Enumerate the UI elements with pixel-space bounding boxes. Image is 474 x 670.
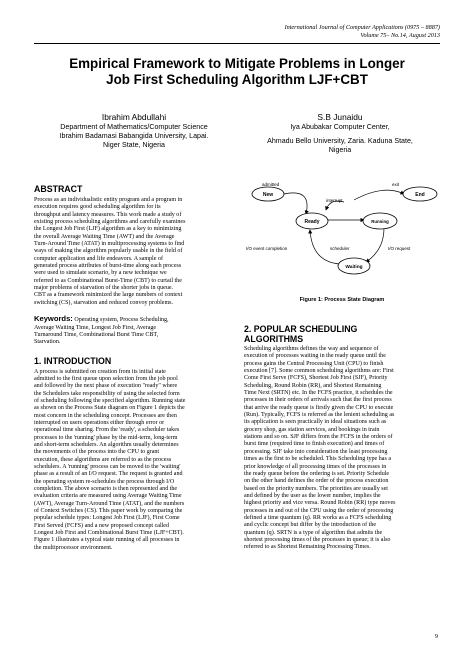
abstract-line: ways of making the algorithm popularly usable in the field of: [34, 248, 183, 255]
intro-line: A process is submitted on creation from its initial state: [34, 368, 166, 375]
abstract-line: the Longest Job First (LJF) algorithm as a key to minimizing: [34, 226, 182, 233]
intro-line: Figure 1 illustrates a typical state running of all processes in: [34, 537, 180, 544]
intro-line: and followed by the next phase of execution "ready" where: [34, 383, 178, 390]
exit-arrow: [354, 190, 404, 200]
abstract-line: throughput and latency measures. This work made a study of: [34, 211, 182, 218]
author-affiliation-line: Nigeria: [328, 146, 352, 154]
section2-line: referred to as Shortest Remaining Processing Times.: [244, 544, 371, 551]
section2-line: and cyclic concept but differ by the introduction of the: [244, 522, 377, 529]
author-block-2: [240, 112, 440, 155]
intro-line: as shown on the Process State diagram on Figure 1 depicts the: [34, 405, 185, 412]
edge-label: scheduler: [330, 246, 350, 251]
journal-volume: Volume 75– No.14, August 2013: [360, 32, 440, 39]
abstract-line: Process as an individualistic entity program and a program in: [34, 197, 183, 203]
edge-label: I/O event completion: [246, 246, 288, 251]
section2-line: processing. SJF take into consideration the least processing: [244, 448, 388, 455]
section2-line: that arrive the ready queue is firstly given the CPU to execute: [244, 404, 394, 411]
paper-title: [34, 56, 440, 88]
intro-line: most concern in the scheduling concept. Processes are then: [34, 412, 177, 419]
journal-name: International Journal of Computer Applications (0975 – 8887): [284, 24, 440, 31]
keywords-label: Keywords:: [34, 314, 73, 324]
intro-line: and short-term schedulers. An algorithm usually determines: [34, 441, 179, 448]
intro-line: execution, these algorithms are referred to as the process: [34, 456, 172, 463]
section2-line: processes in their orders of arrivals such that the first process: [244, 397, 392, 404]
intro-line: Longest Job First and Combinational Burst Time (LJF+CBT).: [34, 530, 184, 537]
section2-line: on the other hand defines the order of the process execution: [244, 478, 389, 485]
abstract-line: major problems of starvation of the shorter jobs in queue.: [34, 285, 174, 292]
section2-body: [244, 346, 440, 552]
author-name: S.B Junaidu: [317, 112, 363, 122]
author-affiliation-line: Iya Abubakar Computer Center,: [290, 123, 390, 131]
abstract-line: existing process scheduling algorithms and carefully examines: [34, 219, 186, 226]
edge-label: exit: [392, 182, 400, 187]
title-line-1: Empirical Framework to Mitigate Problems in Longer: [69, 56, 405, 71]
section2-heading-line-1: 2. POPULAR SCHEDULING: [244, 324, 358, 334]
abstract-line: CBT as a framework minimized the large numbers of context: [34, 292, 183, 299]
intro-line: processes to the 'running' phase by the mid-term, long-term: [34, 434, 178, 441]
intro-line: completion. The above scenario is then represented and the: [34, 486, 178, 493]
abstract-line: execution requires good scheduling algorithm for its: [34, 204, 161, 211]
abstract-line: the overall Average Waiting Time (AWT) and the Average: [34, 233, 175, 240]
keywords-line: Turnaround Time, Combinational Burst Time CBT,: [34, 331, 159, 338]
author-affiliation-line: Ibrahim Badamasi Babangida University, Lapai.: [59, 132, 209, 140]
keywords-block: [34, 315, 231, 346]
author-affiliation-line: Niger State, Nigeria: [103, 141, 165, 149]
abstract-line: Turn-Around Time (ATAT) in multiprocessing systems to find: [34, 241, 185, 248]
state-label: New: [262, 192, 274, 198]
admitted-arrow: [284, 193, 307, 214]
section2-line: defined a time quantum (q). RR works as a FCFS scheduling: [244, 514, 392, 521]
intro-line: (AWT), Average Turn-Around Time (ATAT), and the numbers: [34, 500, 185, 507]
section2-line: Scheduling, Round Robin (RR), and Shortest Remaining: [244, 382, 382, 389]
section2-line: quantum (q). SRTN is a type of algorithm that admits the: [244, 529, 383, 536]
intro-line: admitted to the first queue upon selection from the job pool: [34, 375, 178, 382]
io-request-arrow: [366, 228, 384, 262]
intro-line: operational time sharing. From the 'ready', a scheduler takes: [34, 427, 180, 434]
section2-line: stations and so on. SJF differs from the FCFS in the orders of: [244, 434, 393, 441]
abstract-line: referred to as Combinational Burst-Time (CBT) to curtail the: [34, 277, 182, 284]
left-column: [34, 184, 231, 552]
section2-line: the ready queue before the ordering is set. Priority Schedule: [244, 470, 390, 477]
intro-line: schedulers. A 'running' process can be moved to the 'waiting': [34, 464, 181, 470]
abstract-line: were used to simulate scenario, by a new technique we: [34, 270, 167, 277]
keywords-line: Starvation.: [34, 339, 61, 346]
abstract-line: generated process attributes of burst-time along each process: [34, 263, 182, 270]
section2-heading: [244, 324, 440, 344]
intro-line: phase as a result of an I/O request. The request is granted and: [34, 471, 183, 478]
section2-line: prior knowledge of all processing times of the processes in: [244, 463, 387, 470]
intro-line: popular schedule types: Longest Job First (LJF), First Come: [34, 515, 180, 522]
section2-line: execution of processes waiting in the ready queue until the: [244, 353, 386, 360]
section2-line: Time Next (SRTN) etc. In the FCFS practice, it schedules the: [244, 390, 393, 397]
state-label: Ready: [304, 219, 320, 225]
abstract-body: [34, 197, 231, 307]
author-affiliation-line: Ahmadu Bello University, Zaria. Kaduna State,: [267, 137, 413, 145]
intro-line: interrupted on users operations either through error or: [34, 419, 165, 426]
author-affiliation-line: Department of Mathematics/Computer Science: [60, 123, 208, 131]
header-rule: [34, 43, 440, 44]
intro-line: the movements of the process into the CPU to grant: [34, 449, 160, 456]
intro-line: the multiprocessor environment.: [34, 544, 113, 551]
section2-line: its application is seen practically in ideal situations such as: [244, 419, 387, 426]
introduction-heading: 1. INTRODUCTION: [34, 355, 112, 366]
state-label: Waiting: [345, 265, 363, 270]
section2-line: Come First Serve (FCFS), Shortest Job First (SJF), Priority: [244, 375, 388, 382]
keywords-line: Average Waiting Time, Longest Job First, Average: [34, 324, 157, 331]
author-name: Ibrahim Abdullahi: [101, 112, 167, 122]
section2-line: based on the priority numbers. The priorities are usually set: [244, 485, 388, 492]
section2-heading-line-2: ALGORITHMS: [244, 334, 304, 344]
section2-line: and defined by the user as the lower number, implies the: [244, 492, 381, 499]
state-label: Running: [371, 219, 389, 224]
section2-line: times as the first to be scheduled. This Scheduling type has a: [244, 456, 392, 463]
section2-line: process gains the Central Processing Unit (CPU) to finish: [244, 360, 384, 367]
section2-line: processes in and out of the CPU using the order of processing: [244, 507, 394, 514]
section2-line: grocery shop, gas station services, and bookings in train: [244, 426, 380, 433]
intro-line: of scheduling following the specified algorithm. Running state: [34, 397, 186, 404]
title-line-2: Job First Scheduling Algorithm LJF+CBT: [106, 72, 368, 87]
introduction-body: [34, 369, 231, 553]
section2-line: execution [7]. Some common scheduling algorithms are: First: [244, 368, 394, 375]
intro-line: the operating system re-schedules the process through I/O: [34, 478, 175, 485]
figure-caption: Figure 1: Process State Diagram: [299, 297, 385, 303]
edge-label: admitted: [262, 182, 280, 187]
right-column: [244, 180, 440, 552]
abstract-line: switching (CS), starvation and reduced convoy problems.: [34, 299, 174, 306]
section2-line: highest priority and vice versa. Round Robin (RR) type moves: [244, 500, 396, 507]
section2-line: burst time (required time to finish execution) and times of: [244, 441, 385, 448]
abstract-heading: ABSTRACT: [34, 184, 83, 194]
author-block-1: [34, 112, 234, 150]
section2-line: (Run). Typically, FCFS is referred as the lenient scheduling as: [244, 412, 395, 419]
intro-line: of Context Switches (CS). This paper work by comparing the: [34, 508, 183, 515]
edge-label: I/O request: [388, 246, 411, 251]
intro-line: evaluation criteria are measured using Average Waiting Time: [34, 493, 182, 500]
intro-line: the Schedulers take responsibility of using the selected form: [34, 390, 180, 397]
journal-header: [285, 24, 440, 40]
section2-line: Scheduling algorithms defines the way and sequence of: [244, 346, 379, 352]
process-state-diagram: [244, 180, 440, 280]
keywords-line: Operating system, Process Scheduling,: [74, 317, 169, 324]
edge-label: interrupt: [326, 198, 343, 203]
abstract-line: computer application and life endeavors. A sample of: [34, 255, 163, 262]
section2-line: shortest processing times of the processes in queue; it is also: [244, 536, 391, 543]
intro-line: First Served (FCFS) and a new proposed concept called: [34, 522, 170, 529]
state-label: End: [415, 192, 425, 198]
page-number: 9: [434, 633, 438, 640]
